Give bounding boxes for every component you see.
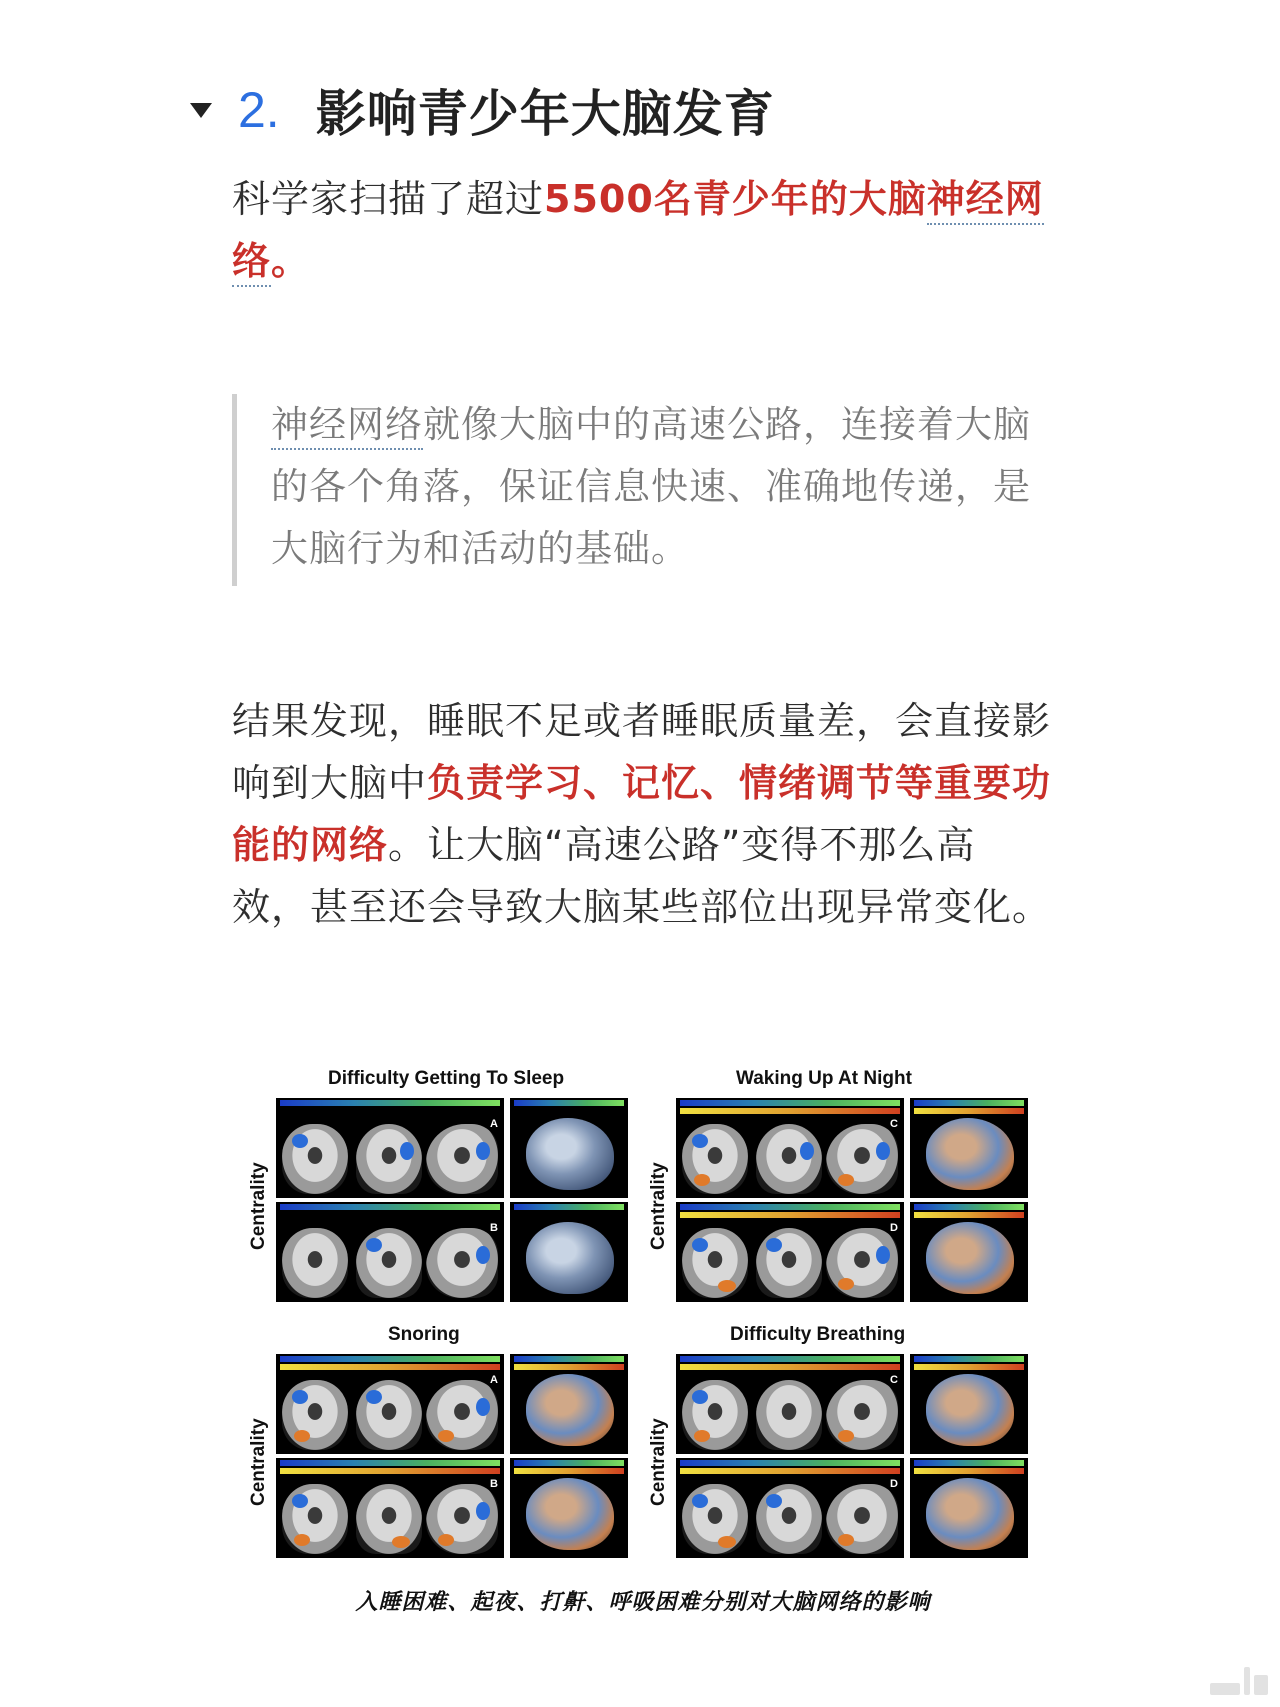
panel-letter: D	[890, 1222, 898, 1234]
figure-caption: 入睡困难、起夜、打鼾、呼吸困难分别对大脑网络的影响	[355, 1589, 931, 1615]
axial-slice	[682, 1484, 748, 1554]
coronal-slice	[356, 1228, 422, 1298]
brain-render	[926, 1478, 1014, 1550]
brain-render	[526, 1118, 614, 1190]
panel-title: Waking Up At Night	[736, 1068, 912, 1089]
sagittal-slice	[426, 1228, 498, 1298]
findings-prefix: 结果发现，睡眠不足或者睡眠质量差，会直接影响到大脑中	[232, 699, 1052, 805]
axial-slice	[282, 1484, 348, 1554]
brain-render	[526, 1222, 614, 1294]
coronal-slice	[756, 1124, 822, 1194]
coronal-slice	[756, 1228, 822, 1298]
intro-prefix: 科学家扫描了超过	[232, 177, 545, 221]
axial-slice	[282, 1124, 348, 1194]
coronal-slice	[756, 1484, 822, 1554]
panel-ylabel: Centrality	[248, 1162, 269, 1250]
section-heading	[190, 70, 775, 150]
render-b	[510, 1458, 628, 1558]
findings-suffix: 。让大脑“高速公路”变得不那么高效，甚至还会导致大脑某些部位出现异常变化。	[232, 823, 1052, 929]
sagittal-slice	[426, 1380, 498, 1450]
panel-title: Difficulty Breathing	[730, 1324, 906, 1345]
section-number: 2.	[238, 82, 280, 138]
axial-slice	[282, 1380, 348, 1450]
panel-letter: A	[490, 1118, 498, 1130]
panel-letter: D	[890, 1478, 898, 1490]
findings-highlight: 负责学习、记忆、情绪调节等重要功能的网络	[232, 761, 1052, 867]
quote-body: 就像大脑中的高速公路，连接着大脑的各个角落，保证信息快速、准确地传递，是大脑行为和活动的基础。	[271, 403, 1031, 570]
brain-render	[526, 1374, 614, 1446]
panel-ylabel: Centrality	[648, 1162, 669, 1250]
render-a	[510, 1354, 628, 1454]
findings-paragraph	[232, 690, 1052, 938]
watermark-icon	[1204, 1661, 1274, 1701]
panel-ylabel: Centrality	[648, 1418, 669, 1506]
intro-highlight-count: 5500名青少年的大脑	[544, 177, 927, 221]
scan-row-b	[276, 1458, 504, 1558]
brain-render	[926, 1118, 1014, 1190]
render-c	[910, 1098, 1028, 1198]
caret-down-icon[interactable]	[190, 103, 212, 118]
render-d	[910, 1458, 1028, 1558]
render-b	[510, 1202, 628, 1302]
neural-network-link[interactable]: 神经网络	[232, 177, 1044, 287]
intro-suffix: 。	[271, 239, 311, 283]
axial-slice	[282, 1228, 348, 1298]
render-d	[910, 1202, 1028, 1302]
brain-render	[526, 1478, 614, 1550]
sagittal-slice	[426, 1484, 498, 1554]
axial-slice	[682, 1380, 748, 1450]
render-a	[510, 1098, 628, 1198]
sagittal-slice	[826, 1228, 898, 1298]
scan-row-a	[276, 1098, 504, 1198]
brain-render	[926, 1374, 1014, 1446]
scan-row-a	[276, 1354, 504, 1454]
sagittal-slice	[826, 1380, 898, 1450]
quote-text	[271, 394, 1041, 580]
sagittal-slice	[826, 1484, 898, 1554]
coronal-slice	[356, 1484, 422, 1554]
panel-letter: A	[490, 1374, 498, 1386]
panel-title: Difficulty Getting To Sleep	[328, 1068, 565, 1089]
coronal-slice	[356, 1380, 422, 1450]
axial-slice	[682, 1228, 748, 1298]
scan-row-c	[676, 1098, 904, 1198]
coronal-slice	[356, 1124, 422, 1194]
definition-quote	[232, 394, 1057, 586]
render-c	[910, 1354, 1028, 1454]
quote-term-link[interactable]: 神经网络	[271, 403, 423, 450]
panel-letter: C	[890, 1118, 898, 1130]
panel-letter: B	[490, 1478, 498, 1490]
panel-letter: B	[490, 1222, 498, 1234]
brain-render	[926, 1222, 1014, 1294]
section-title: 影响青少年大脑发育	[315, 85, 775, 143]
brain-scan-figure	[248, 1060, 1038, 1620]
panel-ylabel: Centrality	[248, 1418, 269, 1506]
panel-letter: C	[890, 1374, 898, 1386]
sagittal-slice	[426, 1124, 498, 1194]
scan-row-d	[676, 1202, 904, 1302]
panel-title: Snoring	[388, 1324, 460, 1345]
coronal-slice	[756, 1380, 822, 1450]
intro-paragraph	[232, 168, 1052, 292]
scan-row-c	[676, 1354, 904, 1454]
scan-row-b	[276, 1202, 504, 1302]
scan-row-d	[676, 1458, 904, 1558]
axial-slice	[682, 1124, 748, 1194]
sagittal-slice	[826, 1124, 898, 1194]
